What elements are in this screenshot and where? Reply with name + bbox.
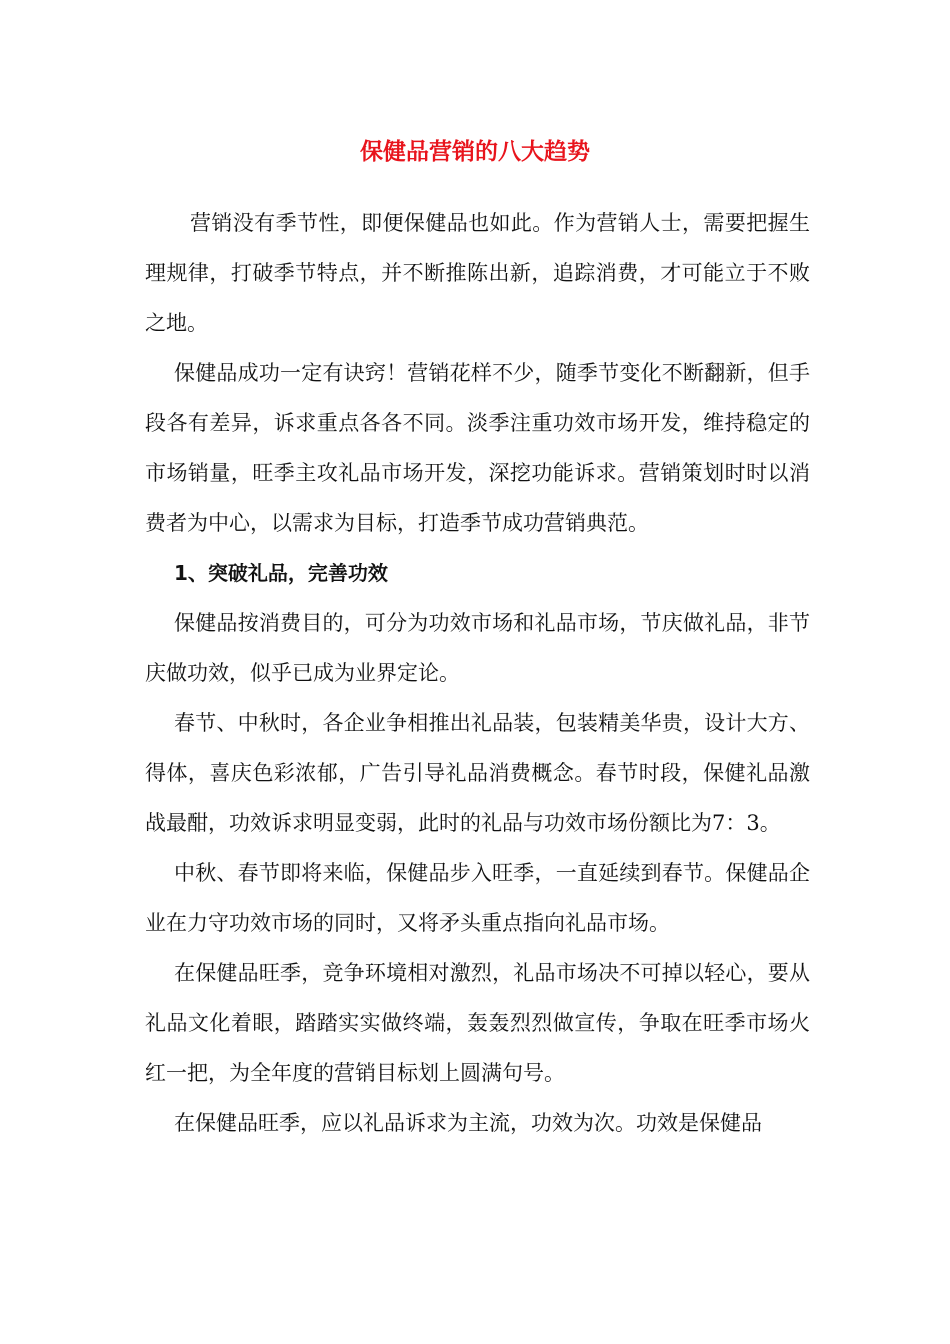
document-body — [145, 198, 810, 1148]
section1-paragraph-1: 保健品按消费目的，可分为功效市场和礼品市场，节庆做礼品，非节庆做功效，似乎已成为业界定论。 — [145, 611, 810, 685]
section1-paragraph-5: 在保健品旺季，应以礼品诉求为主流，功效为次。功效是保健品 — [174, 1111, 762, 1135]
intro-paragraph-2: 保健品成功一定有诀窍！营销花样不少，随季节变化不断翻新，但手段各有差异，诉求重点各各不同。淡季注重功效市场开发，维持稳定的市场销量，旺季主攻礼品市场开发，深挖功能诉求。营销策划时时以消费者为中心，以需求为目标，打造季节成功营销典范。 — [145, 361, 810, 535]
section1-paragraph-4: 在保健品旺季，竞争环境相对激烈，礼品市场决不可掉以轻心，要从礼品文化着眼，踏踏实实做终端，轰轰烈烈做宣传，争取在旺季市场火红一把，为全年度的营销目标划上圆满句号。 — [145, 961, 810, 1085]
section1-paragraph-3: 中秋、春节即将来临，保健品步入旺季，一直延续到春节。保健品企业在力守功效市场的同时，又将矛头重点指向礼品市场。 — [145, 861, 810, 935]
intro-paragraph-1: 营销没有季节性，即便保健品也如此。作为营销人士，需要把握生理规律，打破季节特点，并不断推陈出新，追踪消费，才可能立于不败之地。 — [145, 211, 810, 335]
section1-paragraph-2: 春节、中秋时，各企业争相推出礼品装，包装精美华贵，设计大方、得体，喜庆色彩浓郁，广告引导礼品消费概念。春节时段，保健礼品激战最酣，功效诉求明显变弱，此时的礼品与功效市场份额比为7：3。 — [145, 711, 810, 835]
section-heading-1: 1、突破礼品，完善功效 — [174, 561, 388, 585]
document-title: 保健品营销的八大趋势 — [360, 139, 590, 165]
